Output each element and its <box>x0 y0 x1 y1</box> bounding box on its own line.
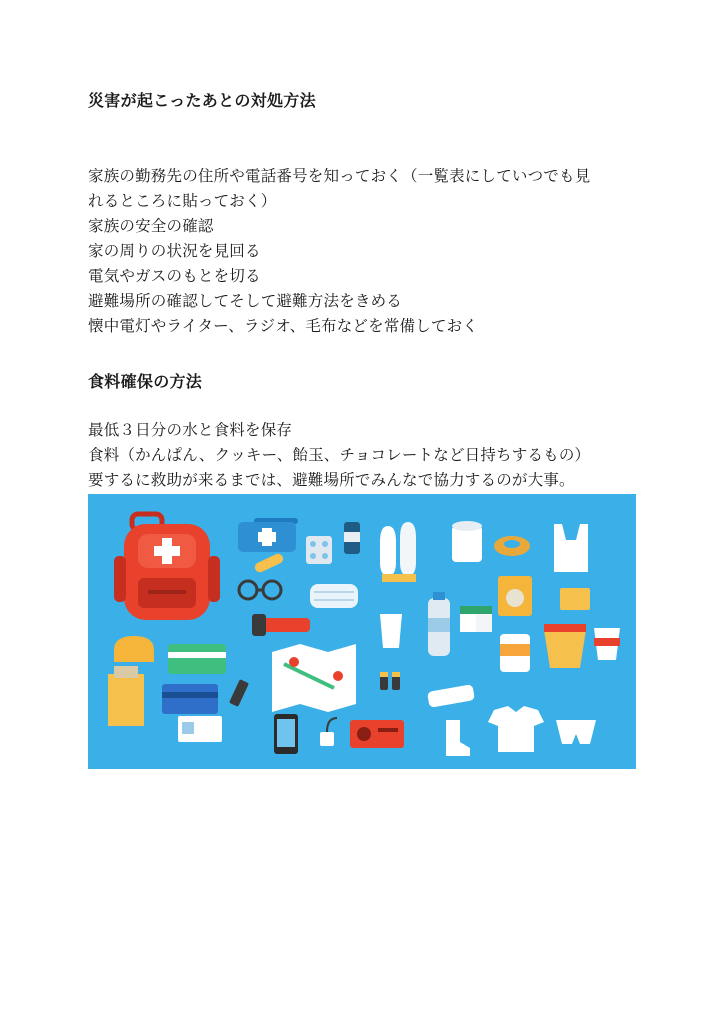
lighter-icon <box>229 679 249 707</box>
text-line: 要するに救助が来るまでは、避難場所でみんなで協力するのが大事。 <box>88 471 575 489</box>
flashlight-icon <box>252 614 310 636</box>
toilet-paper-icon <box>452 521 482 562</box>
face-mask-icon <box>310 584 358 608</box>
text-line: 家族の勤務先の住所や電話番号を知っておく（一覧表にしていつでも見 <box>88 167 591 185</box>
cup-noodle-icon <box>594 628 620 660</box>
socks-icon <box>446 720 470 756</box>
plastic-bag-icon <box>554 524 588 572</box>
underwear-icon <box>556 720 596 744</box>
pills-icon <box>306 536 332 564</box>
text-line: 懐中電灯やライター、ラジオ、毛布などを常備しておく <box>88 317 479 335</box>
snack-box-icon <box>560 588 590 610</box>
canned-food-icon <box>500 634 530 672</box>
batteries-icon <box>380 672 400 690</box>
credit-card-icon <box>162 684 218 714</box>
smartphone-icon <box>274 714 298 754</box>
text-line: 家族の安全の確認 <box>88 217 214 235</box>
map-icon <box>272 644 356 712</box>
tape-icon <box>494 536 530 556</box>
paper-cups-icon <box>380 614 402 648</box>
backpack-icon <box>114 514 220 620</box>
bandage-icon <box>253 552 284 574</box>
medicine-bottle-icon <box>344 522 360 554</box>
t-shirt-icon <box>488 706 544 752</box>
towel-icon <box>427 684 475 708</box>
charger-icon <box>320 718 337 746</box>
envelope-icon <box>108 666 144 726</box>
text-line: 食料（かんぱん、クッキー、飴玉、チョコレートなど日持ちするもの） <box>88 446 591 464</box>
notebook-icon <box>168 644 226 674</box>
text-line: 家の周りの状況を見回る <box>88 242 261 260</box>
first-aid-kit-icon <box>238 518 298 552</box>
glasses-icon <box>239 581 281 599</box>
milk-carton-icon <box>460 606 492 632</box>
emergency-kit-illustration <box>88 494 636 769</box>
radio-icon <box>350 720 404 748</box>
text-line: 電気やガスのもとを切る <box>88 267 261 285</box>
water-bottle-icon <box>428 592 450 656</box>
gloves-icon <box>380 522 416 582</box>
section-title-food-supply: 食料確保の方法 <box>88 372 203 391</box>
text-line: れるところに貼っておく） <box>88 192 277 210</box>
instant-noodles-icon <box>544 624 586 668</box>
section-title-after-disaster: 災害が起こったあとの対処方法 <box>88 91 316 110</box>
text-line: 避難場所の確認してそして避難方法をきめる <box>88 292 403 310</box>
food-pack-icon <box>498 576 532 616</box>
text-line: 最低３日分の水と食料を保存 <box>88 421 293 439</box>
id-card-icon <box>178 716 222 742</box>
coin-purse-icon <box>114 636 154 662</box>
